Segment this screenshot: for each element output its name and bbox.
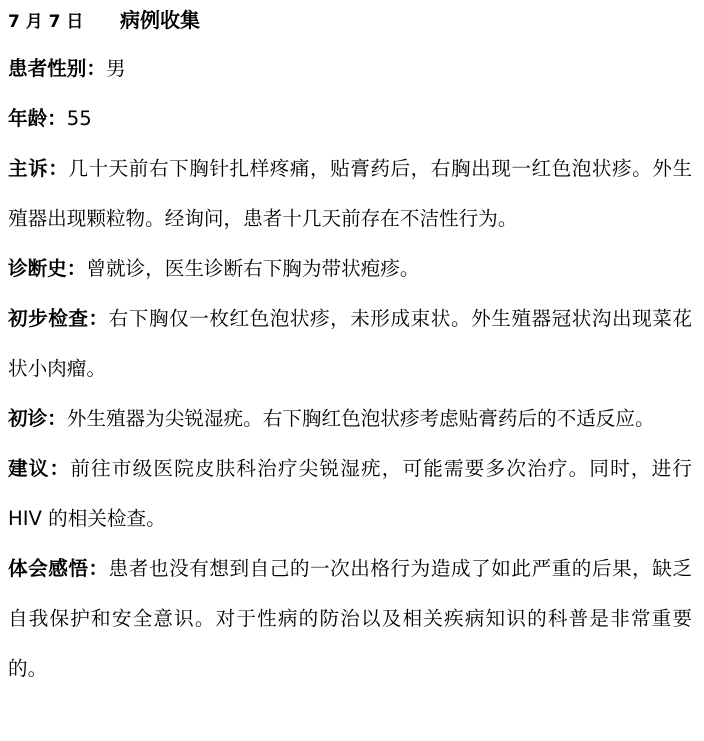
field-label: 诊断史： [8, 257, 87, 280]
field-label: 患者性别： [8, 57, 106, 80]
field-gender [8, 44, 692, 94]
field-label: 初诊： [8, 407, 67, 430]
document-header [8, 0, 692, 44]
field-value: 几十天前右下胸针扎样疼痛，贴膏药后，右胸出现一红色泡状疹。外生殖器出现颗粒物。经询问，患者十几天前存在不洁性行为。 [8, 157, 693, 230]
field-label: 主诉： [8, 157, 69, 180]
field-label: 建议： [8, 457, 71, 480]
field-suggestion [8, 444, 692, 544]
field-label: 体会感悟： [8, 557, 109, 580]
field-value: 男 [105, 57, 126, 80]
field-label: 年龄： [8, 107, 67, 130]
field-initial-exam [8, 294, 692, 394]
field-reflection [8, 544, 692, 694]
field-value: 右下胸仅一枚红色泡状疹，未形成束状。外生殖器冠状沟出现菜花状小肉瘤。 [8, 307, 693, 380]
field-value: 55 [66, 107, 92, 130]
field-value: 曾就诊，医生诊断右下胸为带状疱疹。 [86, 257, 420, 280]
field-chief-complaint [8, 144, 692, 244]
field-initial-diagnosis [8, 394, 692, 444]
header-date: 7 月 7 日 [8, 12, 84, 32]
field-label: 初步检查： [8, 307, 109, 330]
header-title: 病例收集 [120, 8, 200, 32]
field-value: 患者也没有想到自己的一次出格行为造成了如此严重的后果，缺乏自我保护和安全意识。对于性病的防治以及相关疾病知识的科普是非常重要的。 [8, 557, 693, 680]
field-value: 外生殖器为尖锐湿疣。右下胸红色泡状疹考虑贴膏药后的不适反应。 [66, 407, 655, 430]
field-diagnosis-history [8, 244, 692, 294]
field-value: 前往市级医院皮肤科治疗尖锐湿疣，可能需要多次治疗。同时，进行 HIV 的相关检查。 [8, 457, 693, 530]
field-age [8, 94, 692, 144]
